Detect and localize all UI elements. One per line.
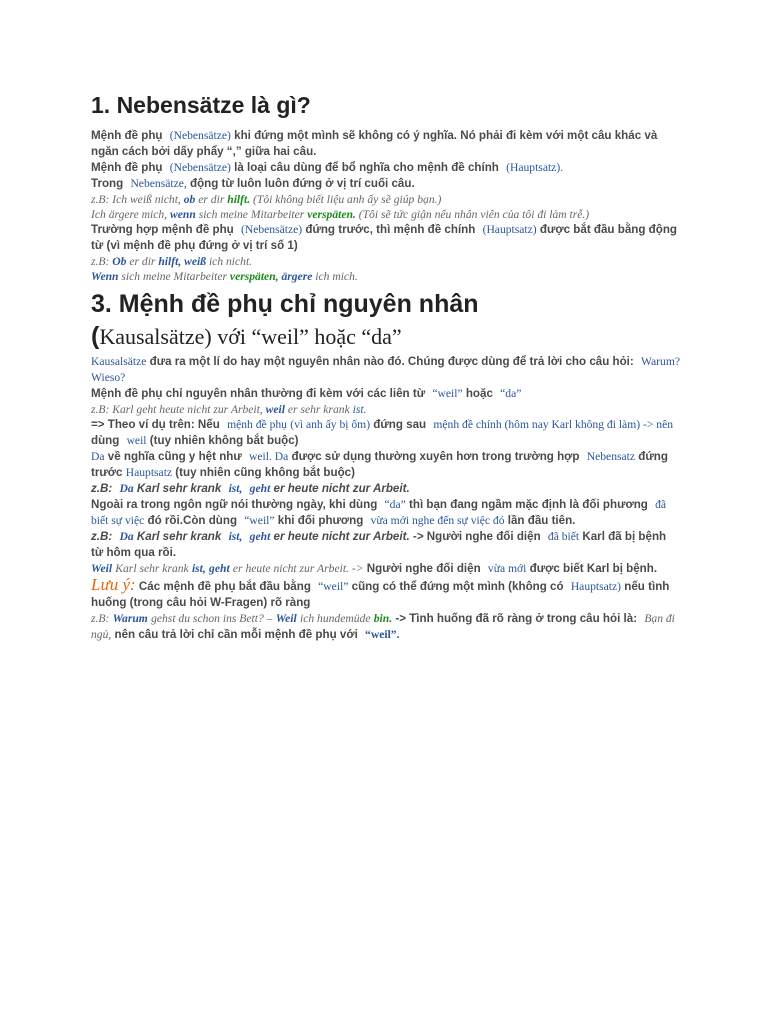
translation: (Tôi không biết liệu anh ấy sẽ giúp bạn.) [253, 193, 442, 206]
example-9 [91, 611, 681, 643]
paragraph-definition [91, 128, 681, 160]
term: “weil” [244, 514, 275, 527]
term: (vì anh ấy bị ốm) [290, 418, 371, 431]
term: Nebensatz [586, 450, 636, 463]
text: ich hundemüde [299, 612, 371, 625]
verb: ist, [191, 562, 206, 575]
text: Karl sehr krank [136, 530, 222, 543]
conjunction: weil [265, 403, 285, 416]
text: dùng [91, 434, 120, 447]
text: Trong [91, 177, 124, 190]
text: z.B: [91, 530, 113, 543]
example-4 [91, 269, 681, 284]
text: -> Tình huống đã rõ ràng ở trong câu hỏi là: [395, 612, 638, 625]
translation: (Tôi sẽ tức giận nếu nhân viên của tôi đi làm trễ.) [358, 208, 590, 221]
heading-kausalsaetze: 3. Mệnh đề phụ chỉ nguyên nhân [91, 290, 479, 318]
text: sich meine Mitarbeiter [121, 270, 228, 283]
text: ich nicht. [208, 255, 253, 268]
verb: ist, [228, 530, 243, 543]
example-3 [91, 254, 681, 269]
note-label: Lưu ý: [91, 575, 136, 594]
text: khi đối phương [277, 514, 364, 527]
text: đứng trước, thì mệnh đề chính [305, 223, 476, 236]
term: (Hauptsatz) [482, 223, 537, 236]
term: “da” [500, 387, 522, 400]
conjunction: ob [183, 193, 196, 206]
text: Ich ärgere mich, [91, 208, 168, 221]
term: “weil” [432, 387, 463, 400]
term: Hauptsatz [125, 466, 173, 479]
term: đã biết [547, 530, 580, 543]
text: Karl sehr krank [115, 562, 189, 575]
term: (Nebensätze) [169, 129, 231, 142]
text: thì bạn đang ngầm mặc định là đối phương [409, 498, 648, 511]
term: mệnh đề chính (hôm nay Karl không đi làm) -> nên [433, 418, 674, 431]
text: lần đầu tiên. [507, 514, 576, 527]
term: Da [91, 450, 105, 463]
verb: hilft, [158, 255, 182, 268]
text: Ngoài ra trong ngôn ngữ nói thường ngày, khi dùng [91, 498, 378, 511]
example-8 [91, 561, 681, 577]
term: Kausalsätze [91, 355, 147, 368]
text: Kausalsätze) với “weil” hoặc “da” [99, 324, 402, 349]
text: đưa ra một lí do hay một nguyên nhân nào đó. Chúng được dùng để trả lời cho câu hỏi: [149, 355, 634, 368]
text: Bạn đi ngủ, [91, 612, 675, 641]
text: sich meine Mitarbeiter [198, 208, 305, 221]
term: mệnh đề phụ [227, 418, 287, 431]
term: weil. Da [249, 450, 289, 463]
question-word: Warum [112, 612, 148, 625]
term: Nebensätze, [130, 177, 187, 190]
text: er dir [198, 193, 225, 206]
conjunction: Ob [112, 255, 127, 268]
text: (tuy nhiên cũng không bắt buộc) [175, 466, 355, 479]
paragraph-conjunctions [91, 386, 681, 402]
verb: bin. [373, 612, 393, 625]
text: Người nghe đối diện [426, 530, 541, 543]
term: vừa mới [487, 562, 527, 575]
text: er dir [129, 255, 156, 268]
text: z.B: Ich weiß nicht, [91, 193, 181, 206]
term: (Nebensätze) [169, 161, 231, 174]
text: z.B: [91, 482, 113, 495]
text: er heute nicht zur Arbeit. [273, 482, 410, 495]
term: đã biết sự việc [91, 498, 667, 527]
paragraph-kausal-intro [91, 354, 681, 386]
verb: ist, [228, 482, 243, 495]
paragraph-order [91, 222, 681, 254]
verb: ist. [352, 403, 367, 416]
conjunction: Weil [275, 612, 297, 625]
paragraph-spoken [91, 497, 681, 529]
text: Người nghe đối diện [366, 562, 481, 575]
paragraph-da [91, 449, 681, 481]
term: “weil”. [365, 628, 400, 641]
text: cũng có thể đứng một mình (không có [351, 580, 564, 593]
example-6 [91, 481, 681, 497]
text: Karl đã bị bệnh từ hôm qua rồi. [91, 530, 667, 559]
heading-kausalsaetze-subtitle [91, 321, 681, 352]
paragraph-purpose [91, 160, 681, 176]
term: (Nebensätze) [240, 223, 303, 236]
term: Warum? Wieso? [91, 355, 680, 384]
term: “da” [384, 498, 406, 511]
text: đứng trước [91, 450, 668, 479]
text: z.B: [91, 612, 110, 625]
text: đó rồi.Còn dùng [147, 514, 238, 527]
example-1 [91, 192, 681, 207]
example-5 [91, 402, 681, 417]
text: hoặc [465, 387, 493, 400]
verb: geht [249, 530, 271, 543]
conjunction: Wenn [91, 270, 119, 283]
term: “weil” [318, 580, 349, 593]
text: là loại câu dùng để bổ nghĩa cho mệnh đề chính [234, 161, 499, 174]
verb: verspäten. [307, 208, 356, 221]
term: (Hauptsatz). [506, 161, 564, 174]
text: khi đứng một mình sẽ không có ý nghĩa. Nó phải đi kèm với một câu khác và ngăn cách bởi dấy phẩy “,” giữa hai câu. [91, 129, 658, 158]
conjunction: Weil [91, 562, 113, 575]
text: Karl sehr krank [136, 482, 222, 495]
text: đứng sau [373, 418, 427, 431]
text: ich mich. [315, 270, 358, 283]
text: được bắt đầu bằng động từ (vì mệnh đề phụ đứng ở vị trí số 1) [91, 223, 677, 252]
verb: ärgere [281, 270, 313, 283]
verb: weiß [184, 255, 207, 268]
text: động từ luôn luôn đứng ở vị trí cuối câu. [190, 177, 415, 190]
text: (tuy nhiên không bắt buộc) [149, 434, 299, 447]
term: vừa mới nghe đến sự việc đó [370, 514, 505, 527]
verb: verspäten, [229, 270, 279, 283]
paragraph-explanation [91, 417, 681, 449]
text: er sehr krank [287, 403, 350, 416]
text: z.B: Karl geht heute nicht zur Arbeit, [91, 403, 263, 416]
term: Hauptsatz) [570, 580, 622, 593]
text: Trường hợp mệnh đề phụ [91, 223, 234, 236]
example-7 [91, 529, 681, 561]
text: Mệnh đề phụ [91, 161, 163, 174]
paragraph-verb-position [91, 176, 681, 192]
text: => Theo ví dụ trên: Nếu [91, 418, 220, 431]
text: được sử dụng thường xuyên hơn trong trường hợp [291, 450, 580, 463]
text: nên câu trả lời chỉ cần mỗi mệnh đề phụ với [114, 628, 358, 641]
text: er heute nicht zur Arbeit. -> [232, 562, 364, 575]
heading-nebensaetze: 1. Nebensätze là gì? [91, 92, 311, 118]
text: z.B: [91, 255, 110, 268]
text: Các mệnh đề phụ bắt đầu bằng [138, 580, 311, 593]
text: được biết Karl bị bệnh. [529, 562, 658, 575]
conjunction: Da [119, 482, 134, 495]
verb: geht [209, 562, 230, 575]
conjunction: wenn [170, 208, 196, 221]
note-paragraph [91, 577, 681, 611]
text: er heute nicht zur Arbeit. -> [273, 530, 424, 543]
text: về nghĩa cũng y hệt như [107, 450, 242, 463]
verb: geht [249, 482, 271, 495]
example-2 [91, 207, 681, 222]
text: Mệnh đề phụ [91, 129, 163, 142]
document-page [91, 88, 681, 643]
conjunction: Da [119, 530, 134, 543]
text: Mệnh đề phụ chỉ nguyên nhân thường đi kèm với các liên từ [91, 387, 426, 400]
verb: hilft. [227, 193, 251, 206]
term: weil [126, 434, 147, 447]
text: nếu tình huống (trong câu hỏi W-Fragen) rõ ràng [91, 580, 670, 609]
text: gehst du schon ins Bett? – [151, 612, 273, 625]
text: ( [91, 322, 100, 350]
